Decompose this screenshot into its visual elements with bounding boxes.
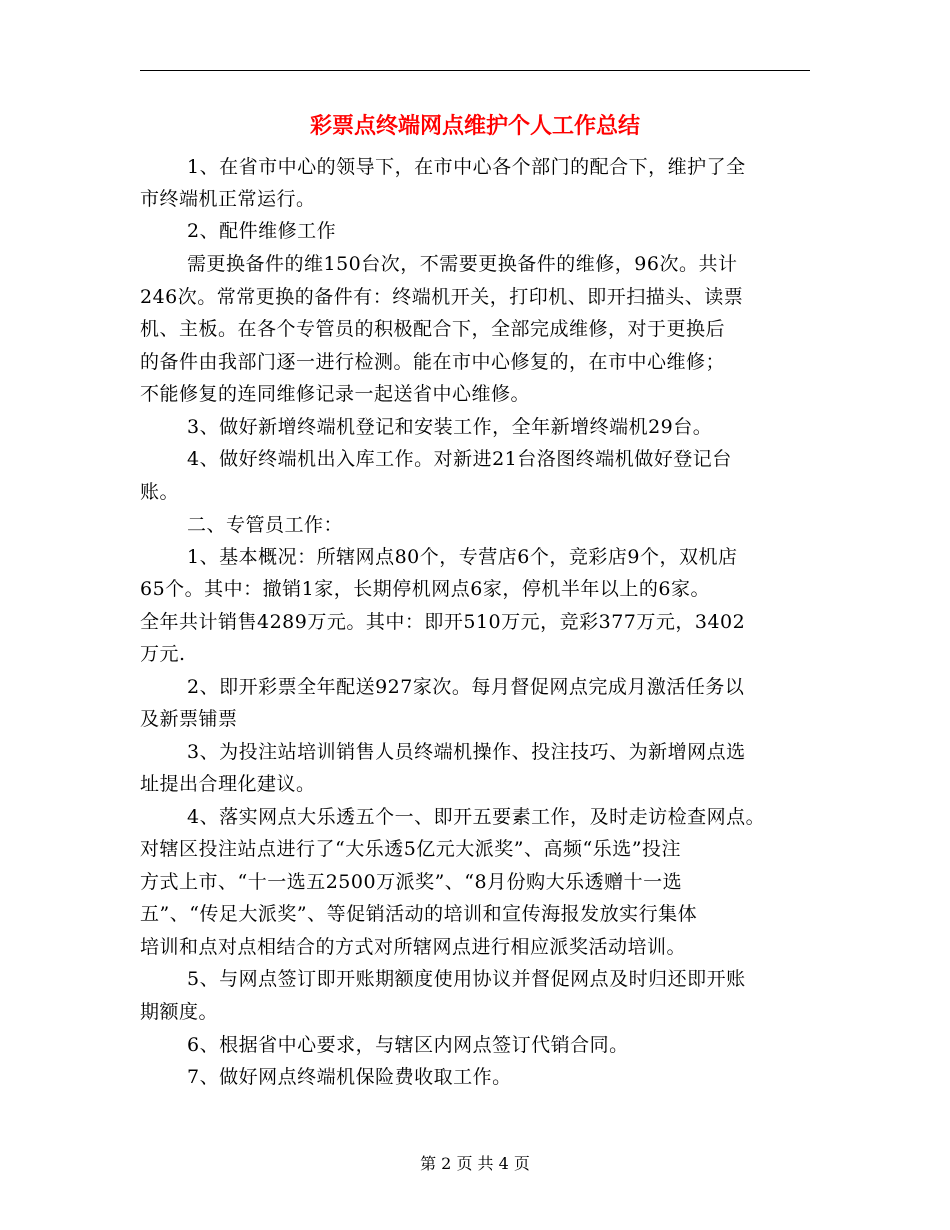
paragraph-line: 期额度。 (140, 1001, 219, 1023)
paragraph-line: 65个。其中：撤销1家，长期停机网点6家，停机半年以上的6家。 (140, 578, 710, 600)
section-heading: 二、专管员工作： (187, 514, 344, 536)
paragraph-line: 1、基本概况：所辖网点80个，专营店6个，竞彩店9个，双机店 (187, 546, 738, 568)
paragraph-line: 市终端机正常运行。 (140, 188, 316, 210)
paragraph-line: 6、根据省中心要求，与辖区内网点签订代销合同。 (187, 1034, 629, 1056)
paragraph-line: 4、做好终端机出入库工作。对新进21台洛图终端机做好登记台 (187, 448, 732, 470)
paragraph-line: 的备件由我部门逐一进行检测。能在市中心修复的，在市中心维修； (140, 351, 726, 373)
paragraph-line: 万元. (140, 643, 186, 665)
page-number: 第 2 页 共 4 页 (420, 1154, 530, 1173)
paragraph-line: 246次。常常更换的备件有：终端机开关，打印机、即开扫描头、读票 (140, 286, 744, 308)
paragraph-line: 方式上市、“十一选五2500万派奖”、“8月份购大乐透赠十一选 (140, 871, 683, 893)
document-title: 彩票点终端网点维护个人工作总结 (309, 113, 640, 139)
paragraph-line: 培训和点对点相结合的方式对所辖网点进行相应派奖活动培训。 (140, 936, 687, 958)
paragraph-line: 址提出合理化建议。 (140, 773, 316, 795)
paragraph-line: 及新票铺票 (140, 708, 238, 730)
paragraph-line: 账。 (140, 481, 180, 503)
paragraph-line: 全年共计销售4289万元。其中：即开510万元，竞彩377万元，3402 (140, 611, 746, 633)
paragraph-line: 机、主板。在各个专管员的积极配合下，全部完成维修，对于更换后 (140, 318, 726, 340)
paragraph-line: 对辖区投注站点进行了“大乐透5亿元大派奖”、高频“乐选”投注 (140, 838, 681, 860)
paragraph-line: 4、落实网点大乐透五个一、即开五要素工作，及时走访检查网点。 (187, 806, 766, 828)
header-rule (140, 70, 810, 71)
paragraph-line: 7、做好网点终端机保险费收取工作。 (187, 1066, 512, 1088)
paragraph-line: 需更换备件的维150台次，不需要更换备件的维修，96次。共计 (187, 253, 738, 275)
paragraph-line: 不能修复的连同维修记录一起送省中心维修。 (140, 383, 531, 405)
paragraph-line: 3、为投注站培训销售人员终端机操作、投注技巧、为新增网点选 (187, 741, 746, 763)
paragraph-line: 五”、“传足大派奖”、等促销活动的培训和宣传海报发放实行集体 (140, 903, 698, 925)
paragraph-line: 2、配件维修工作 (187, 220, 337, 242)
paragraph-line: 2、即开彩票全年配送927家次。每月督促网点完成月激活任务以 (187, 676, 745, 698)
paragraph-line: 3、做好新增终端机登记和安装工作，全年新增终端机29台。 (187, 416, 713, 438)
paragraph-line: 1、在省市中心的领导下，在市中心各个部门的配合下，维护了全 (187, 156, 746, 178)
paragraph-line: 5、与网点签订即开账期额度使用协议并督促网点及时归还即开账 (187, 968, 746, 990)
